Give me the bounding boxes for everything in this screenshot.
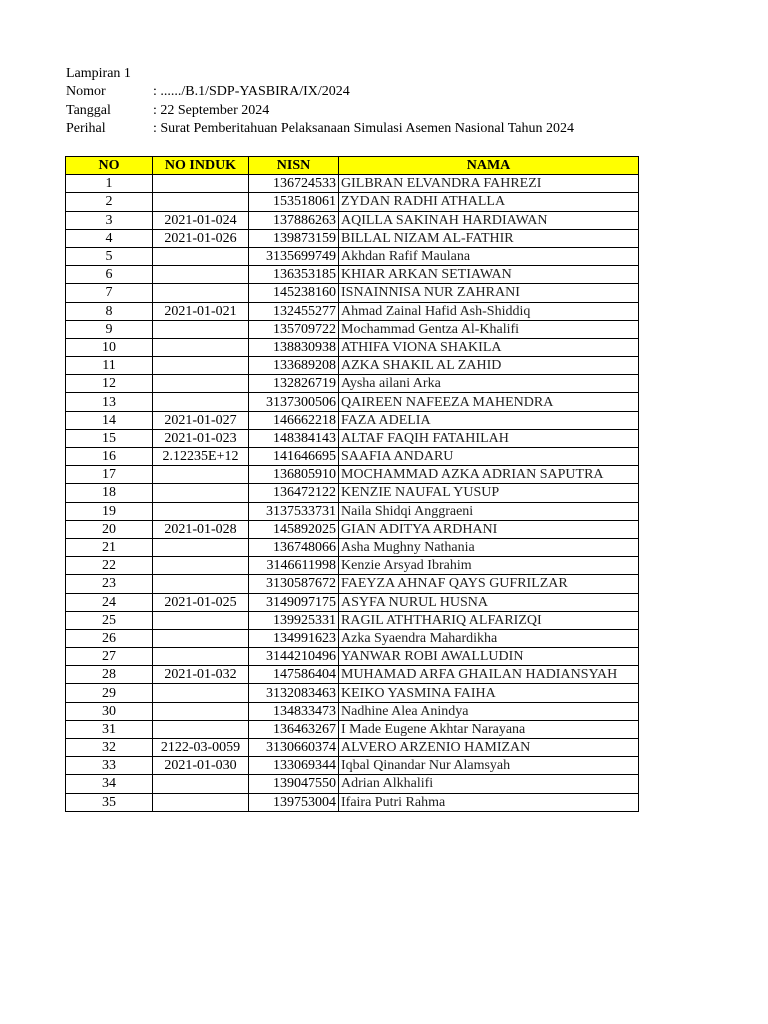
cell-no-induk: [153, 484, 249, 502]
table-row: [66, 648, 639, 666]
cell-nisn: 145892025: [249, 520, 339, 538]
cell-no-induk: [153, 684, 249, 702]
cell-no: 4: [66, 229, 153, 247]
cell-nama: ASYFA NURUL HUSNA: [339, 593, 639, 611]
cell-no-induk: [153, 648, 249, 666]
cell-no: 33: [66, 757, 153, 775]
cell-nama: ZYDAN RADHI ATHALLA: [339, 193, 639, 211]
cell-no-induk: [153, 466, 249, 484]
cell-nama: Nadhine Alea Anindya: [339, 702, 639, 720]
table-row: [66, 502, 639, 520]
cell-no-induk: 2021-01-027: [153, 411, 249, 429]
cell-nisn: 133069344: [249, 757, 339, 775]
cell-nama: FAZA ADELIA: [339, 411, 639, 429]
cell-nama: MOCHAMMAD AZKA ADRIAN SAPUTRA: [339, 466, 639, 484]
cell-no: 29: [66, 684, 153, 702]
table-row: [66, 429, 639, 447]
table-body: [66, 175, 639, 812]
cell-nisn: 136724533: [249, 175, 339, 193]
perihal-label: Perihal: [66, 120, 106, 136]
cell-no: 12: [66, 375, 153, 393]
nomor-value: : ....../B.1/SDP-YASBIRA/IX/2024: [153, 84, 350, 100]
cell-nama: Mochammad Gentza Al-Khalifi: [339, 320, 639, 338]
attachment-label: [66, 65, 574, 83]
cell-nama: RAGIL ATHTHARIQ ALFARIZQI: [339, 611, 639, 629]
table-row: [66, 757, 639, 775]
cell-no: 34: [66, 775, 153, 793]
cell-no: 16: [66, 448, 153, 466]
table-row: [66, 484, 639, 502]
cell-no-induk: [153, 284, 249, 302]
cell-nisn: 132455277: [249, 302, 339, 320]
cell-no: 3: [66, 211, 153, 229]
cell-no: 21: [66, 538, 153, 556]
cell-nisn: 3135699749: [249, 247, 339, 265]
cell-no-induk: 2021-01-028: [153, 520, 249, 538]
cell-nisn: 147586404: [249, 666, 339, 684]
letter-header: [66, 65, 574, 138]
cell-no: 23: [66, 575, 153, 593]
table-row: [66, 448, 639, 466]
cell-no-induk: [153, 338, 249, 356]
table-row: [66, 357, 639, 375]
cell-nama: ATHIFA VIONA SHAKILA: [339, 338, 639, 356]
table-row: [66, 247, 639, 265]
cell-nama: GILBRAN ELVANDRA FAHREZI: [339, 175, 639, 193]
cell-nisn: 138830938: [249, 338, 339, 356]
cell-nisn: 139873159: [249, 229, 339, 247]
table-header-row: [66, 157, 639, 175]
cell-nisn: 139047550: [249, 775, 339, 793]
cell-no: 20: [66, 520, 153, 538]
cell-nama: MUHAMAD ARFA GHAILAN HADIANSYAH: [339, 666, 639, 684]
cell-no-induk: [153, 557, 249, 575]
cell-nama: ALVERO ARZENIO HAMIZAN: [339, 739, 639, 757]
cell-nama: ISNAINNISA NUR ZAHRANI: [339, 284, 639, 302]
cell-no-induk: [153, 775, 249, 793]
tanggal-value: : 22 September 2024: [153, 102, 270, 118]
cell-no-induk: [153, 629, 249, 647]
table-row: [66, 466, 639, 484]
cell-no-induk: 2122-03-0059: [153, 739, 249, 757]
cell-nama: Adrian Alkhalifi: [339, 775, 639, 793]
cell-no-induk: [153, 793, 249, 811]
cell-no-induk: [153, 175, 249, 193]
cell-nisn: 136472122: [249, 484, 339, 502]
cell-nama: AQILLA SAKINAH HARDIAWAN: [339, 211, 639, 229]
cell-nisn: 3130660374: [249, 739, 339, 757]
cell-nisn: 136805910: [249, 466, 339, 484]
table-row: [66, 538, 639, 556]
cell-nisn: 137886263: [249, 211, 339, 229]
cell-no: 25: [66, 611, 153, 629]
cell-nama: I Made Eugene Akhtar Narayana: [339, 720, 639, 738]
cell-no-induk: [153, 320, 249, 338]
cell-nama: BILLAL NIZAM AL-FATHIR: [339, 229, 639, 247]
table-row: [66, 702, 639, 720]
cell-no-induk: [153, 575, 249, 593]
table-row: [66, 266, 639, 284]
cell-nama: Naila Shidqi Anggraeni: [339, 502, 639, 520]
cell-no: 2: [66, 193, 153, 211]
cell-nisn: 133689208: [249, 357, 339, 375]
cell-nisn: 3137533731: [249, 502, 339, 520]
table-row: [66, 775, 639, 793]
cell-nama: Akhdan Rafif Maulana: [339, 247, 639, 265]
column-header-no: NO: [66, 157, 153, 175]
cell-no: 5: [66, 247, 153, 265]
table-row: [66, 684, 639, 702]
cell-no: 7: [66, 284, 153, 302]
cell-no: 31: [66, 720, 153, 738]
cell-no: 14: [66, 411, 153, 429]
header-row-perihal: [66, 120, 574, 138]
cell-no-induk: [153, 720, 249, 738]
cell-no-induk: [153, 247, 249, 265]
cell-no: 6: [66, 266, 153, 284]
table-row: [66, 375, 639, 393]
cell-no-induk: [153, 393, 249, 411]
table-row: [66, 193, 639, 211]
cell-nisn: 136353185: [249, 266, 339, 284]
student-table: [65, 156, 639, 812]
cell-nisn: 145238160: [249, 284, 339, 302]
cell-no-induk: [153, 502, 249, 520]
cell-no: 17: [66, 466, 153, 484]
cell-no: 32: [66, 739, 153, 757]
header-row-nomor: [66, 83, 574, 101]
cell-nisn: 153518061: [249, 193, 339, 211]
table-row: [66, 211, 639, 229]
cell-no-induk: [153, 538, 249, 556]
cell-nama: ALTAF FAQIH FATAHILAH: [339, 429, 639, 447]
table-row: [66, 175, 639, 193]
cell-no: 22: [66, 557, 153, 575]
cell-no: 15: [66, 429, 153, 447]
cell-no: 13: [66, 393, 153, 411]
cell-no-induk: [153, 266, 249, 284]
column-header-nisn: NISN: [249, 157, 339, 175]
nomor-label: Nomor: [66, 84, 106, 100]
cell-nama: AZKA SHAKIL AL ZAHID: [339, 357, 639, 375]
cell-no: 27: [66, 648, 153, 666]
cell-nisn: 141646695: [249, 448, 339, 466]
table-row: [66, 593, 639, 611]
cell-no-induk: 2021-01-030: [153, 757, 249, 775]
cell-no: 10: [66, 338, 153, 356]
cell-no: 35: [66, 793, 153, 811]
cell-no-induk: [153, 357, 249, 375]
cell-nama: YANWAR ROBI AWALLUDIN: [339, 648, 639, 666]
cell-nama: GIAN ADITYA ARDHANI: [339, 520, 639, 538]
cell-no-induk: [153, 611, 249, 629]
cell-no-induk: [153, 193, 249, 211]
cell-nisn: 135709722: [249, 320, 339, 338]
cell-nisn: 3137300506: [249, 393, 339, 411]
table-row: [66, 720, 639, 738]
cell-nisn: 139925331: [249, 611, 339, 629]
column-header-no-induk: NO INDUK: [153, 157, 249, 175]
cell-no-induk: 2021-01-024: [153, 211, 249, 229]
cell-no-induk: 2021-01-023: [153, 429, 249, 447]
cell-no-induk: 2021-01-032: [153, 666, 249, 684]
cell-nisn: 3132083463: [249, 684, 339, 702]
cell-no: 26: [66, 629, 153, 647]
cell-nisn: 3149097175: [249, 593, 339, 611]
cell-nama: KEIKO YASMINA FAIHA: [339, 684, 639, 702]
table-row: [66, 338, 639, 356]
table-row: [66, 320, 639, 338]
cell-no-induk: [153, 702, 249, 720]
cell-nisn: 3130587672: [249, 575, 339, 593]
cell-nisn: 146662218: [249, 411, 339, 429]
table-row: [66, 739, 639, 757]
table-row: [66, 229, 639, 247]
cell-nama: SAAFIA ANDARU: [339, 448, 639, 466]
perihal-value: : Surat Pemberitahuan Pelaksanaan Simulasi Asemen Nasional Tahun 2024: [153, 120, 575, 136]
cell-no-induk: 2021-01-021: [153, 302, 249, 320]
cell-no: 30: [66, 702, 153, 720]
cell-nisn: 139753004: [249, 793, 339, 811]
cell-no-induk: 2021-01-025: [153, 593, 249, 611]
header-row-tanggal: [66, 102, 574, 120]
cell-nisn: 136463267: [249, 720, 339, 738]
table-row: [66, 575, 639, 593]
cell-nisn: 134833473: [249, 702, 339, 720]
cell-nisn: 132826719: [249, 375, 339, 393]
cell-nisn: 3144210496: [249, 648, 339, 666]
cell-nisn: 3146611998: [249, 557, 339, 575]
cell-no: 18: [66, 484, 153, 502]
table-row: [66, 411, 639, 429]
cell-nisn: 134991623: [249, 629, 339, 647]
cell-nama: Asha Mughny Nathania: [339, 538, 639, 556]
cell-nama: FAEYZA AHNAF QAYS GUFRILZAR: [339, 575, 639, 593]
cell-no: 11: [66, 357, 153, 375]
table-row: [66, 557, 639, 575]
cell-no: 8: [66, 302, 153, 320]
cell-nama: Kenzie Arsyad Ibrahim: [339, 557, 639, 575]
cell-no: 9: [66, 320, 153, 338]
table-row: [66, 393, 639, 411]
table-row: [66, 793, 639, 811]
cell-no: 28: [66, 666, 153, 684]
cell-nama: Azka Syaendra Mahardikha: [339, 629, 639, 647]
column-header-nama: NAMA: [339, 157, 639, 175]
cell-nama: Ahmad Zainal Hafid Ash-Shiddiq: [339, 302, 639, 320]
table-row: [66, 302, 639, 320]
tanggal-label: Tanggal: [66, 102, 111, 118]
cell-nama: Iqbal Qinandar Nur Alamsyah: [339, 757, 639, 775]
lampiran-text: Lampiran 1: [66, 66, 131, 81]
cell-nama: KHIAR ARKAN SETIAWAN: [339, 266, 639, 284]
table-row: [66, 611, 639, 629]
cell-no-induk: 2021-01-026: [153, 229, 249, 247]
cell-nisn: 148384143: [249, 429, 339, 447]
cell-nisn: 136748066: [249, 538, 339, 556]
table-row: [66, 284, 639, 302]
table-row: [66, 666, 639, 684]
cell-nama: Ifaira Putri Rahma: [339, 793, 639, 811]
table-row: [66, 520, 639, 538]
cell-no-induk: 2.12235E+12: [153, 448, 249, 466]
table-row: [66, 629, 639, 647]
cell-nama: KENZIE NAUFAL YUSUP: [339, 484, 639, 502]
cell-no-induk: [153, 375, 249, 393]
cell-nama: QAIREEN NAFEEZA MAHENDRA: [339, 393, 639, 411]
cell-no: 19: [66, 502, 153, 520]
cell-no: 1: [66, 175, 153, 193]
cell-no: 24: [66, 593, 153, 611]
cell-nama: Aysha ailani Arka: [339, 375, 639, 393]
